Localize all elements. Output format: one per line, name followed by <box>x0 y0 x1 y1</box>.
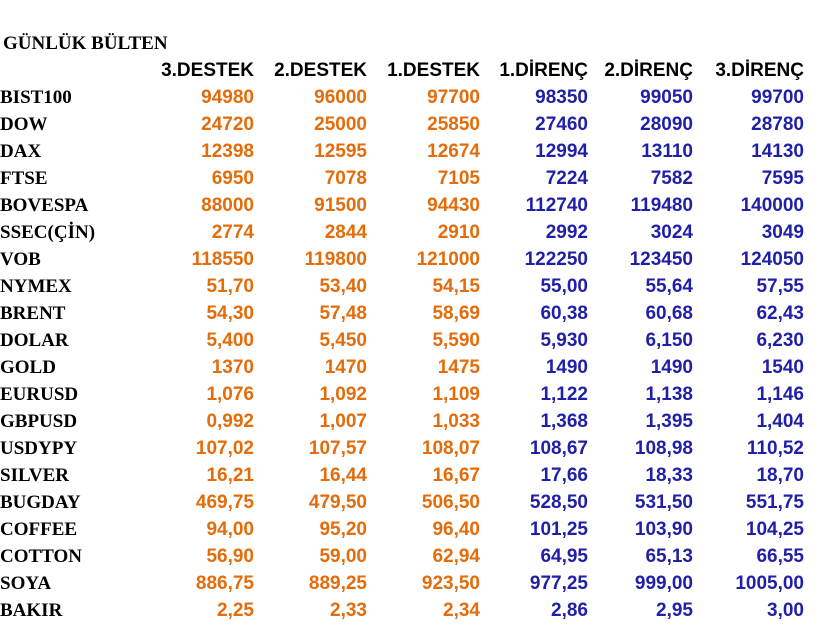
resistance-level-1: 7224 <box>545 168 588 189</box>
support-level-2: 889,25 <box>308 573 367 594</box>
table-row <box>0 597 804 624</box>
support-level-3: 1370 <box>211 357 254 378</box>
support-level-1: 58,69 <box>432 303 480 324</box>
resistance-level-2: 18,33 <box>645 465 693 486</box>
table-row <box>0 435 804 462</box>
instrument-name: GOLD <box>0 357 56 378</box>
support-level-2: 5,450 <box>319 330 367 351</box>
resistance-level-2: 7582 <box>650 168 693 189</box>
resistance-level-2: 13110 <box>641 141 693 162</box>
resistance-level-3: 1,404 <box>756 411 804 432</box>
resistance-level-2: 2,95 <box>656 600 693 621</box>
support-level-1: 54,15 <box>432 276 480 297</box>
resistance-level-1: 1,368 <box>540 411 588 432</box>
resistance-level-1: 98350 <box>535 87 588 108</box>
table-row <box>0 327 804 354</box>
resistance-level-3: 140000 <box>740 195 804 216</box>
support-level-1: 1,109 <box>432 384 480 405</box>
support-level-2: 479,50 <box>308 492 367 513</box>
header-support-2: 2.DESTEK <box>274 60 367 81</box>
resistance-level-1: 2992 <box>545 222 588 243</box>
resistance-level-2: 108,98 <box>634 438 693 459</box>
support-level-2: 1,007 <box>319 411 367 432</box>
header-resistance-3: 3.DİRENÇ <box>715 60 804 81</box>
table-row <box>0 138 804 165</box>
resistance-level-1: 17,66 <box>540 465 588 486</box>
resistance-level-3: 110,52 <box>746 438 804 459</box>
support-level-3: 1,076 <box>206 384 254 405</box>
support-level-1: 506,50 <box>421 492 480 513</box>
support-level-2: 91500 <box>314 195 367 216</box>
resistance-level-3: 3,00 <box>767 600 804 621</box>
resistance-level-3: 1005,00 <box>735 573 804 594</box>
resistance-level-2: 1,138 <box>645 384 693 405</box>
resistance-level-1: 101,25 <box>529 519 588 540</box>
resistance-level-2: 60,68 <box>645 303 693 324</box>
support-level-2: 96000 <box>314 87 367 108</box>
table-row <box>0 462 804 489</box>
support-level-3: 5,400 <box>206 330 254 351</box>
instrument-name: EURUSD <box>0 384 79 405</box>
support-level-2: 59,00 <box>319 546 367 567</box>
resistance-level-3: 14130 <box>751 141 804 162</box>
support-level-1: 62,94 <box>432 546 480 567</box>
support-level-3: 886,75 <box>195 573 254 594</box>
support-level-1: 923,50 <box>421 573 480 594</box>
header-support-1: 1.DESTEK <box>387 60 480 81</box>
table-row <box>0 84 804 111</box>
resistance-level-3: 62,43 <box>756 303 804 324</box>
resistance-level-1: 1,122 <box>540 384 588 405</box>
support-level-1: 97700 <box>427 87 480 108</box>
resistance-level-2: 6,150 <box>645 330 693 351</box>
resistance-level-1: 64,95 <box>540 546 588 567</box>
support-level-2: 119800 <box>304 249 367 270</box>
table-row <box>0 408 804 435</box>
table-row <box>0 192 804 219</box>
support-level-2: 16,44 <box>319 465 367 486</box>
support-level-3: 12398 <box>201 141 254 162</box>
resistance-level-3: 99700 <box>751 87 804 108</box>
resistance-level-2: 55,64 <box>645 276 693 297</box>
instrument-name: USDYPY <box>0 438 78 459</box>
support-level-2: 95,20 <box>319 519 367 540</box>
instrument-name: DAX <box>0 141 42 162</box>
support-level-3: 118550 <box>191 249 254 270</box>
support-level-3: 469,75 <box>195 492 254 513</box>
resistance-level-1: 55,00 <box>540 276 588 297</box>
support-level-1: 7105 <box>437 168 480 189</box>
resistance-level-2: 103,90 <box>634 519 693 540</box>
support-level-2: 2,33 <box>330 600 367 621</box>
resistance-level-1: 528,50 <box>529 492 588 513</box>
support-level-3: 2774 <box>211 222 254 243</box>
header-row <box>0 57 804 84</box>
instrument-name: FTSE <box>0 168 48 189</box>
instrument-name: COTTON <box>0 546 83 567</box>
resistance-level-2: 999,00 <box>634 573 693 594</box>
table-row <box>0 543 804 570</box>
bulletin-table <box>0 57 804 624</box>
resistance-level-3: 7595 <box>761 168 804 189</box>
support-level-3: 94,00 <box>206 519 254 540</box>
header-resistance-2: 2.DİRENÇ <box>604 60 693 81</box>
table-row <box>0 219 804 246</box>
support-level-1: 25850 <box>427 114 480 135</box>
table-row <box>0 354 804 381</box>
resistance-level-3: 18,70 <box>756 465 804 486</box>
header-corner <box>0 57 144 84</box>
support-level-2: 2844 <box>324 222 367 243</box>
table-row <box>0 111 804 138</box>
instrument-name: COFFEE <box>0 519 78 540</box>
support-level-2: 1470 <box>324 357 367 378</box>
support-level-3: 16,21 <box>206 465 254 486</box>
resistance-level-1: 2,86 <box>551 600 588 621</box>
resistance-level-3: 104,25 <box>745 519 804 540</box>
table-body <box>0 84 804 624</box>
instrument-name: BIST100 <box>0 87 72 108</box>
table-row <box>0 489 804 516</box>
support-level-3: 94980 <box>201 87 254 108</box>
support-level-2: 1,092 <box>319 384 367 405</box>
instrument-name: VOB <box>0 249 41 270</box>
table-row <box>0 165 804 192</box>
table-row <box>0 381 804 408</box>
instrument-name: BOVESPA <box>0 195 89 216</box>
table-row <box>0 516 804 543</box>
resistance-level-3: 57,55 <box>756 276 804 297</box>
support-level-1: 108,07 <box>421 438 480 459</box>
support-level-2: 25000 <box>314 114 367 135</box>
resistance-level-3: 551,75 <box>745 492 804 513</box>
support-level-1: 121000 <box>416 249 480 270</box>
resistance-level-1: 112740 <box>525 195 588 216</box>
header-support-3: 3.DESTEK <box>161 60 254 81</box>
resistance-level-1: 5,930 <box>540 330 588 351</box>
header-resistance-1: 1.DİRENÇ <box>499 60 588 81</box>
support-level-1: 12674 <box>427 141 480 162</box>
resistance-level-3: 28780 <box>751 114 804 135</box>
support-level-1: 1,033 <box>432 411 480 432</box>
resistance-level-1: 1490 <box>545 357 588 378</box>
resistance-level-1: 977,25 <box>529 573 588 594</box>
support-level-1: 2910 <box>437 222 480 243</box>
support-level-2: 107,57 <box>308 438 367 459</box>
resistance-level-2: 99050 <box>640 87 693 108</box>
instrument-name: BRENT <box>0 303 66 324</box>
support-level-3: 0,992 <box>206 411 254 432</box>
instrument-name: BUGDAY <box>0 492 81 513</box>
instrument-name: DOW <box>0 114 48 135</box>
instrument-name: SSEC(ÇİN) <box>0 222 96 243</box>
support-level-3: 24720 <box>201 114 254 135</box>
instrument-name: NYMEX <box>0 276 72 297</box>
instrument-name: BAKIR <box>0 600 63 621</box>
support-level-1: 94430 <box>427 195 480 216</box>
instrument-name: SOYA <box>0 573 52 594</box>
support-level-1: 16,67 <box>432 465 480 486</box>
resistance-level-2: 531,50 <box>634 492 693 513</box>
resistance-level-2: 1490 <box>650 357 693 378</box>
resistance-level-2: 65,13 <box>645 546 693 567</box>
support-level-3: 54,30 <box>206 303 254 324</box>
table-row <box>0 246 804 273</box>
resistance-level-1: 12994 <box>535 141 588 162</box>
resistance-level-2: 119480 <box>630 195 693 216</box>
support-level-3: 56,90 <box>206 546 254 567</box>
support-level-1: 2,34 <box>443 600 480 621</box>
resistance-level-1: 27460 <box>535 114 588 135</box>
resistance-level-3: 124050 <box>740 249 804 270</box>
table-row <box>0 570 804 597</box>
resistance-level-1: 60,38 <box>540 303 588 324</box>
resistance-level-3: 6,230 <box>756 330 804 351</box>
support-level-1: 96,40 <box>432 519 480 540</box>
support-level-3: 107,02 <box>195 438 254 459</box>
support-level-2: 12595 <box>314 141 367 162</box>
support-level-2: 53,40 <box>319 276 367 297</box>
resistance-level-3: 66,55 <box>756 546 804 567</box>
resistance-level-1: 108,67 <box>529 438 588 459</box>
page-title: GÜNLÜK BÜLTEN <box>3 33 168 54</box>
table-row <box>0 273 804 300</box>
support-level-3: 88000 <box>201 195 254 216</box>
resistance-level-3: 3049 <box>761 222 804 243</box>
support-level-1: 5,590 <box>432 330 480 351</box>
support-level-3: 51,70 <box>206 276 254 297</box>
support-level-3: 2,25 <box>217 600 254 621</box>
support-level-3: 6950 <box>211 168 254 189</box>
resistance-level-2: 1,395 <box>645 411 693 432</box>
table-row <box>0 300 804 327</box>
resistance-level-1: 122250 <box>524 249 588 270</box>
resistance-level-3: 1540 <box>761 357 804 378</box>
resistance-level-2: 3024 <box>650 222 693 243</box>
instrument-name: SILVER <box>0 465 70 486</box>
instrument-name: GBPUSD <box>0 411 78 432</box>
resistance-level-2: 123450 <box>629 249 693 270</box>
support-level-2: 57,48 <box>319 303 367 324</box>
resistance-level-3: 1,146 <box>756 384 804 405</box>
instrument-name: DOLAR <box>0 330 69 351</box>
support-level-1: 1475 <box>437 357 480 378</box>
resistance-level-2: 28090 <box>640 114 693 135</box>
support-level-2: 7078 <box>324 168 367 189</box>
